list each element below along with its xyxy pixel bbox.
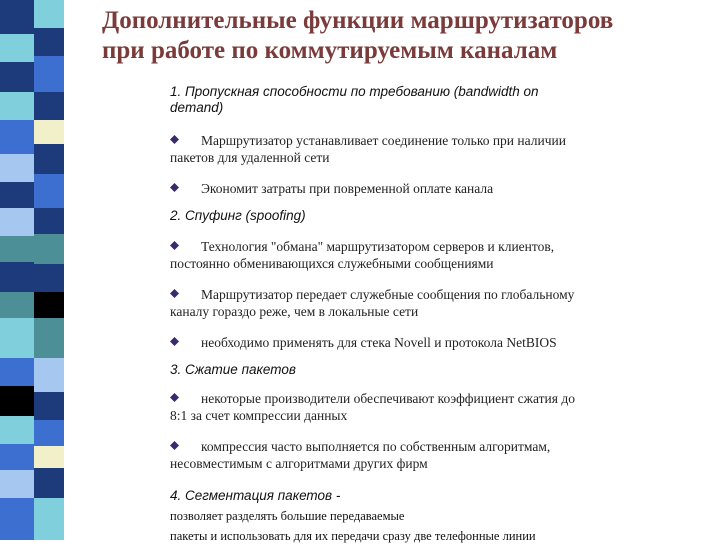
- section-3-heading: [170, 362, 652, 378]
- stripe: [0, 208, 34, 236]
- stripe: [0, 182, 34, 208]
- diamond-bullet-icon: [170, 241, 179, 250]
- item-text: компрессия часто выполняется по собственным алгоритмам,: [201, 439, 551, 454]
- list-item: [170, 334, 652, 351]
- diamond-bullet-icon: [170, 183, 179, 192]
- item-text: Технология "обмана" маршрутизатором серверов и клиентов,: [201, 239, 555, 254]
- item-text: Экономит затраты при повременной оплате канала: [201, 181, 494, 196]
- stripe: [0, 498, 34, 540]
- list-item: [170, 390, 652, 424]
- stripe: [0, 386, 34, 416]
- diamond-bullet-icon: [170, 441, 179, 450]
- stripe: [34, 120, 64, 144]
- item-text: Маршрутизатор устанавливает соединение только при наличии: [201, 133, 566, 148]
- stripe: [0, 0, 34, 34]
- title-line-2: при работе по коммутируемым каналам: [102, 37, 558, 64]
- stripe: [64, 0, 80, 540]
- stripe: [34, 292, 64, 318]
- title-line-1: Дополнительные функции маршрутизаторов: [102, 7, 614, 34]
- section-2-heading: [170, 208, 652, 224]
- stripe: [34, 28, 64, 56]
- stripe: [0, 262, 34, 292]
- stripe: [34, 92, 64, 120]
- stripe: [0, 416, 34, 444]
- stripe: [0, 470, 34, 498]
- decorative-stripes: [0, 0, 80, 540]
- heading-text: 4. Сегментация пакетов -: [170, 488, 341, 503]
- stripe: [34, 358, 64, 392]
- stripe: [34, 392, 64, 420]
- item-text: необходимо применять для стека Novell и протокола NetBIOS: [201, 335, 557, 350]
- item-text: пакетов для удаленной сети: [170, 150, 330, 165]
- heading-description: пакеты и использовать для их передачи сразу две телефонные линии: [170, 529, 536, 543]
- stripe: [34, 174, 64, 208]
- stripe: [0, 358, 34, 386]
- diamond-bullet-icon: [170, 289, 179, 298]
- stripe: [0, 292, 34, 318]
- item-text: несовместимым с алгоритмами других фирм: [170, 456, 428, 471]
- stripe: [34, 0, 64, 28]
- list-item: [170, 180, 652, 197]
- item-text: некоторые производители обеспечивают коэффициент сжатия до: [201, 391, 575, 406]
- stripe: [0, 34, 34, 62]
- stripe: [34, 498, 64, 540]
- stripe: [34, 264, 64, 292]
- heading-text: demand): [170, 100, 224, 115]
- stripe: [34, 468, 64, 498]
- stripe: [34, 420, 64, 446]
- stripe: [34, 144, 64, 174]
- item-text: каналу гораздо реже, чем в локальные сети: [170, 304, 419, 319]
- stripe: [34, 234, 64, 264]
- heading-text: 3. Сжатие пакетов: [170, 362, 296, 377]
- heading-text: 1. Пропускная способности по требованию (bandwidth on: [170, 84, 539, 99]
- heading-description: позволяет разделять большие передаваемые: [170, 509, 405, 523]
- stripe: [0, 444, 34, 470]
- stripe: [34, 318, 64, 358]
- stripe: [0, 92, 34, 120]
- stripe: [0, 236, 34, 262]
- list-item: [170, 438, 652, 472]
- heading-text: 2. Спуфинг (spoofing): [170, 208, 306, 223]
- section-4-heading: [170, 486, 652, 546]
- list-item: [170, 238, 652, 272]
- stripe: [34, 56, 64, 92]
- stripe: [0, 120, 34, 154]
- item-text: постоянно обменивающихся служебными сообщениями: [170, 256, 494, 271]
- list-item: [170, 286, 652, 320]
- stripe: [34, 208, 64, 234]
- list-item: [170, 132, 652, 166]
- item-text: Маршрутизатор передает служебные сообщения по глобальному: [201, 287, 575, 302]
- diamond-bullet-icon: [170, 337, 179, 346]
- stripe: [34, 446, 64, 468]
- diamond-bullet-icon: [170, 135, 179, 144]
- stripe: [0, 62, 34, 92]
- stripe: [0, 154, 34, 182]
- item-text: 8:1 за счет компрессии данных: [170, 408, 348, 423]
- slide-title: [102, 6, 712, 66]
- diamond-bullet-icon: [170, 393, 179, 402]
- section-1-heading: [170, 84, 652, 116]
- stripe: [0, 318, 34, 358]
